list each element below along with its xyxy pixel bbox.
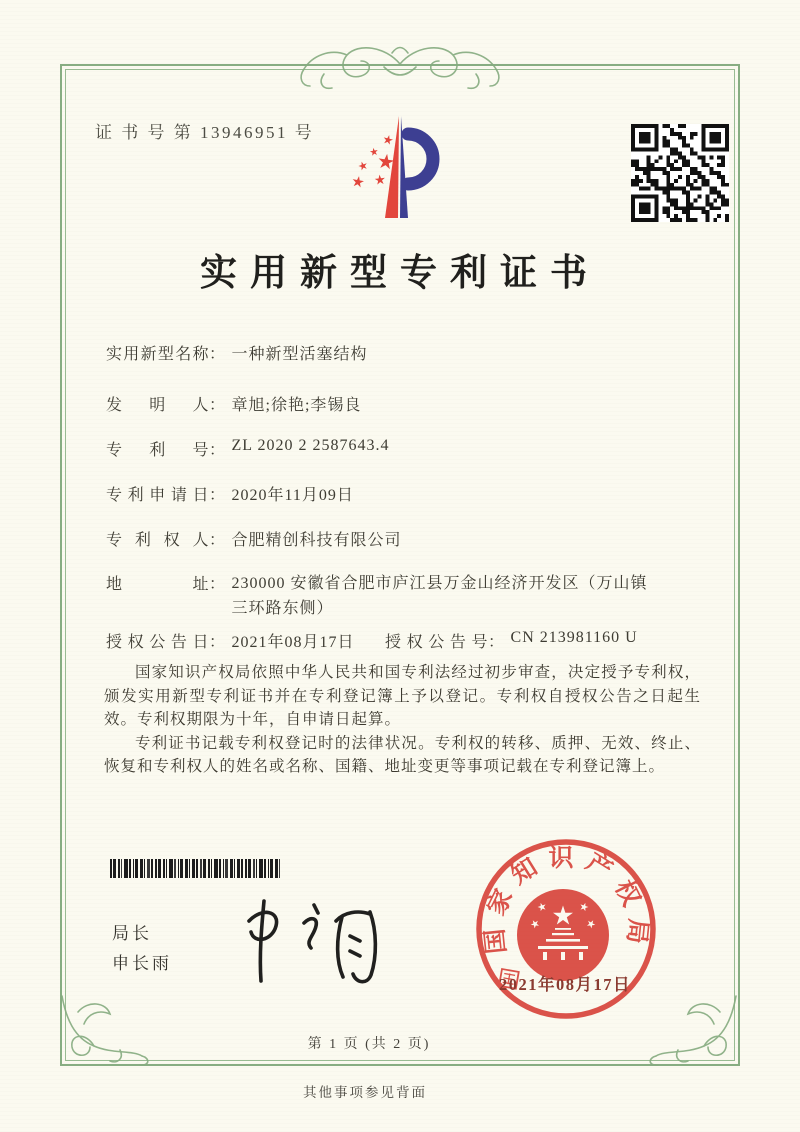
field-value: 230000 安徽省合肥市庐江县万金山经济开发区（万山镇三环路东侧） <box>231 575 648 617</box>
cnipa-logo <box>344 110 462 236</box>
certificate-title: 实用新型专利证书 <box>200 253 600 294</box>
field-grant-number <box>385 629 638 652</box>
field-address <box>106 571 648 621</box>
field-label: 地址 <box>106 576 209 593</box>
field-value: CN 213981160 U <box>510 629 638 646</box>
signature-handwriting <box>224 891 402 987</box>
field-colon: ： <box>209 634 226 651</box>
field-colon: ： <box>488 634 505 651</box>
field-label: 专利号 <box>106 442 209 459</box>
field-label: 授权公告号 <box>385 634 488 651</box>
field-label: 授权公告日 <box>106 634 209 651</box>
legal-statement-text <box>104 661 701 779</box>
field-value: 2020年11月09日 <box>231 487 354 504</box>
field-grant-date <box>106 629 355 651</box>
field-value: 2021年08月17日 <box>231 634 355 651</box>
logo-p-bowl <box>408 134 433 184</box>
field-grant-row <box>106 629 638 652</box>
field-label: 发明人 <box>106 397 209 414</box>
field-label: 专利权人 <box>106 532 209 549</box>
field-value: 一种新型活塞结构 <box>231 346 368 363</box>
national-emblem <box>517 889 609 981</box>
official-seal <box>455 818 677 1040</box>
seal-text: 国家知识产权局 <box>480 845 652 955</box>
page-number: 第 1 页 (共 2 页) <box>307 1037 431 1052</box>
statement-paragraph-1: 国家知识产权局依照中华人民共和国专利法经过初步审查，决定授予专利权，颁发实用新型专利证书并在专利登记簿上予以登记。专利权自授权公告之日起生效。专利权期限为十年，自申请日起算。 <box>104 664 701 728</box>
field-colon: ： <box>209 576 226 593</box>
field-inventor <box>106 392 361 415</box>
commissioner-name-label: 申长雨 <box>112 954 172 973</box>
logo-stars <box>352 134 395 188</box>
certificate-number: 证 书 号 第 13946951 号 <box>95 123 315 142</box>
field-colon: ： <box>209 397 226 414</box>
field-utility-model-name <box>106 341 368 364</box>
back-side-note: 其他事项参见背面 <box>303 1085 427 1100</box>
field-value: ZL 2020 2 2587643.4 <box>231 437 390 454</box>
field-colon: ： <box>209 532 226 549</box>
field-value: 合肥精创科技有限公司 <box>231 532 402 549</box>
logo-red-spike <box>385 116 399 218</box>
field-label: 专利申请日 <box>106 487 209 504</box>
field-colon: ： <box>209 442 226 459</box>
seal-date: 2021年08月17日 <box>499 975 631 994</box>
field-patent-number <box>106 437 389 460</box>
commissioner-role-label: 局长 <box>112 924 152 943</box>
barcode <box>110 859 282 878</box>
field-filing-date <box>106 482 354 505</box>
field-colon: ： <box>209 487 226 504</box>
field-label: 实用新型名称 <box>106 346 209 363</box>
field-colon: ： <box>209 346 226 363</box>
field-value: 章旭;徐艳;李锡良 <box>231 397 362 414</box>
statement-paragraph-2: 专利证书记载专利权登记时的法律状况。专利权的转移、质押、无效、终止、恢复和专利权人的姓名或名称、国籍、地址变更等事项记载在专利登记簿上。 <box>104 734 701 775</box>
field-patentee <box>106 527 402 550</box>
qr-code <box>631 124 729 222</box>
